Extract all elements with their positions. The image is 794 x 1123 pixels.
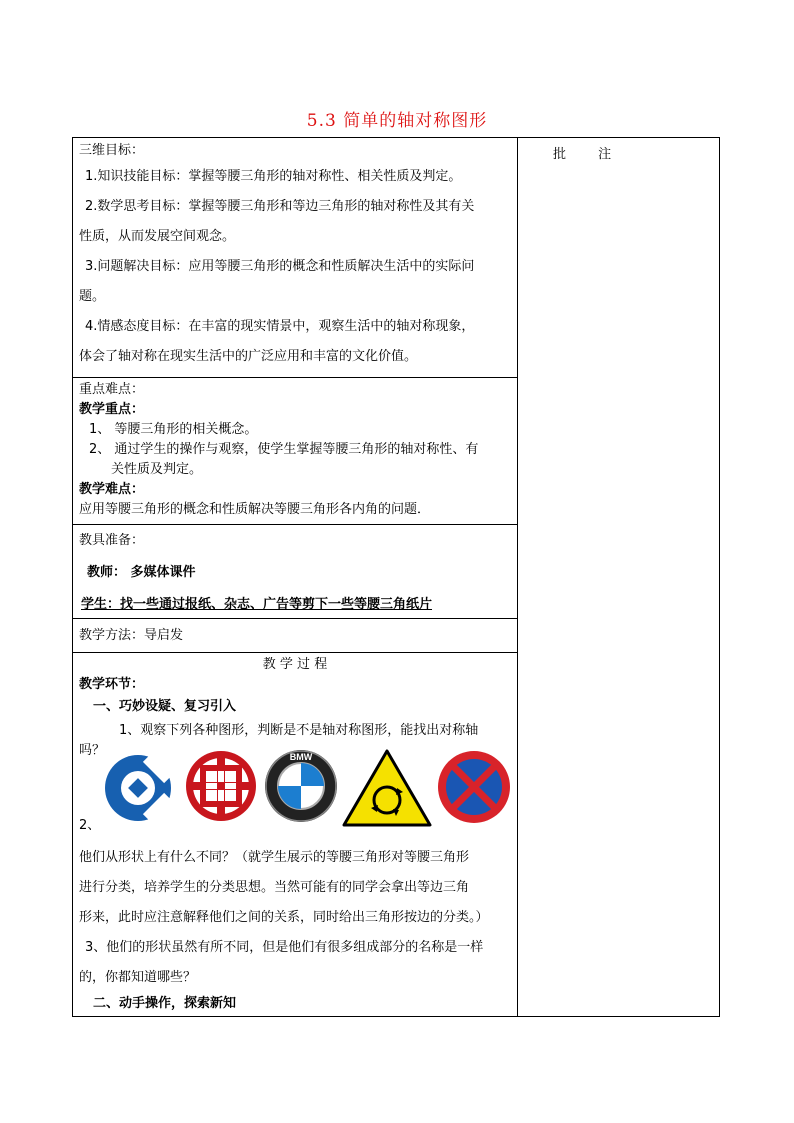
paragraph-line-1: 他们从形状上有什么不同？（就学生展示的等腰三角形对等腰三角形 <box>79 850 470 865</box>
goal-3-line2: 题。 <box>79 289 106 304</box>
no-parking-sign-image <box>435 748 513 826</box>
goal-2-line1: 2.数学思考目标：掌握等腰三角形和等边三角形的轴对称性及其有关 <box>85 199 475 214</box>
ccb-logo-image <box>103 748 173 824</box>
question-3-line1: 3、他们的形状虽然有所不同，但是他们有很多组成部分的名称是一样 <box>85 940 484 955</box>
method-text: 教学方法：导启发 <box>79 628 184 643</box>
section-1-title: 一、巧妙设疑、复习引入 <box>93 699 237 714</box>
focus-2-line2: 关性质及判定。 <box>111 462 203 477</box>
goals-heading: 三维目标： <box>79 143 145 158</box>
tools-section <box>73 531 517 615</box>
step-label: 教学环节： <box>79 677 145 692</box>
row-divider <box>73 377 517 378</box>
goal-3-line1: 3.问题解决目标：应用等腰三角形的概念和性质解决生活中的实际问 <box>85 259 475 274</box>
section-2-title: 二、动手操作，探索新知 <box>93 996 237 1011</box>
process-continued <box>73 816 517 1014</box>
paragraph-line-2: 进行分类，培养学生的分类思想。当然可能有的同学会拿出等边三角 <box>79 880 470 895</box>
document-title: 5.3 简单的轴对称图形 <box>306 111 488 131</box>
note-column-header: 批 注 <box>553 147 626 162</box>
goal-2-line2: 性质，从而发展空间观念。 <box>79 229 236 244</box>
bmw-logo-image <box>263 748 339 824</box>
teacher-tools: 教师： 多媒体课件 <box>87 565 196 580</box>
row-divider <box>73 618 517 619</box>
process-section <box>73 655 517 761</box>
question-2-fragment: 2、 <box>79 818 101 833</box>
goal-1: 1.知识技能目标：掌握等腰三角形的轴对称性、相关性质及判定。 <box>85 169 462 184</box>
question-1-line1: 1、观察下列各种图形，判断是不是轴对称图形，能找出对称轴 <box>119 723 479 738</box>
goal-4-line1: 4.情感态度目标：在丰富的现实情景中，观察生活中的轴对称现象， <box>85 319 475 334</box>
lesson-plan-table <box>72 137 720 1017</box>
question-3-line2: 的，你都知道哪些？ <box>79 970 197 985</box>
key-heading: 重点难点： <box>79 382 145 397</box>
process-heading: 教 学 过 程 <box>262 657 328 672</box>
difficulty-label: 教学难点： <box>79 482 145 497</box>
focus-1: 1、 等腰三角形的相关概念。 <box>89 422 258 437</box>
focus-2-line1: 2、 通过学生的操作与观察，使学生掌握等腰三角形的轴对称性、有 <box>89 442 479 457</box>
goals-section <box>73 141 517 367</box>
focus-label: 教学重点： <box>79 402 145 417</box>
column-divider <box>517 138 518 1016</box>
row-divider <box>73 652 517 653</box>
question-1-line2: 吗？ <box>79 743 106 758</box>
method-section <box>73 626 517 646</box>
goal-4-line2: 体会了轴对称在现实生活中的广泛应用和丰富的文化价值。 <box>79 349 418 364</box>
row-divider <box>73 524 517 525</box>
icbc-logo-image <box>183 748 259 824</box>
tools-heading: 教具准备： <box>79 533 145 548</box>
difficulty-text: 应用等腰三角形的概念和性质解决等腰三角形各内角的问题． <box>79 502 431 517</box>
key-points-section <box>73 380 517 520</box>
student-tools: 学生：找一些通过报纸、杂志、广告等剪下一些等腰三角纸片 <box>81 597 433 612</box>
bmw-text: BMW <box>289 752 313 762</box>
paragraph-line-3: 形来，此时应注意解释他们之间的关系，同时给出三角形按边的分类。） <box>79 910 489 925</box>
